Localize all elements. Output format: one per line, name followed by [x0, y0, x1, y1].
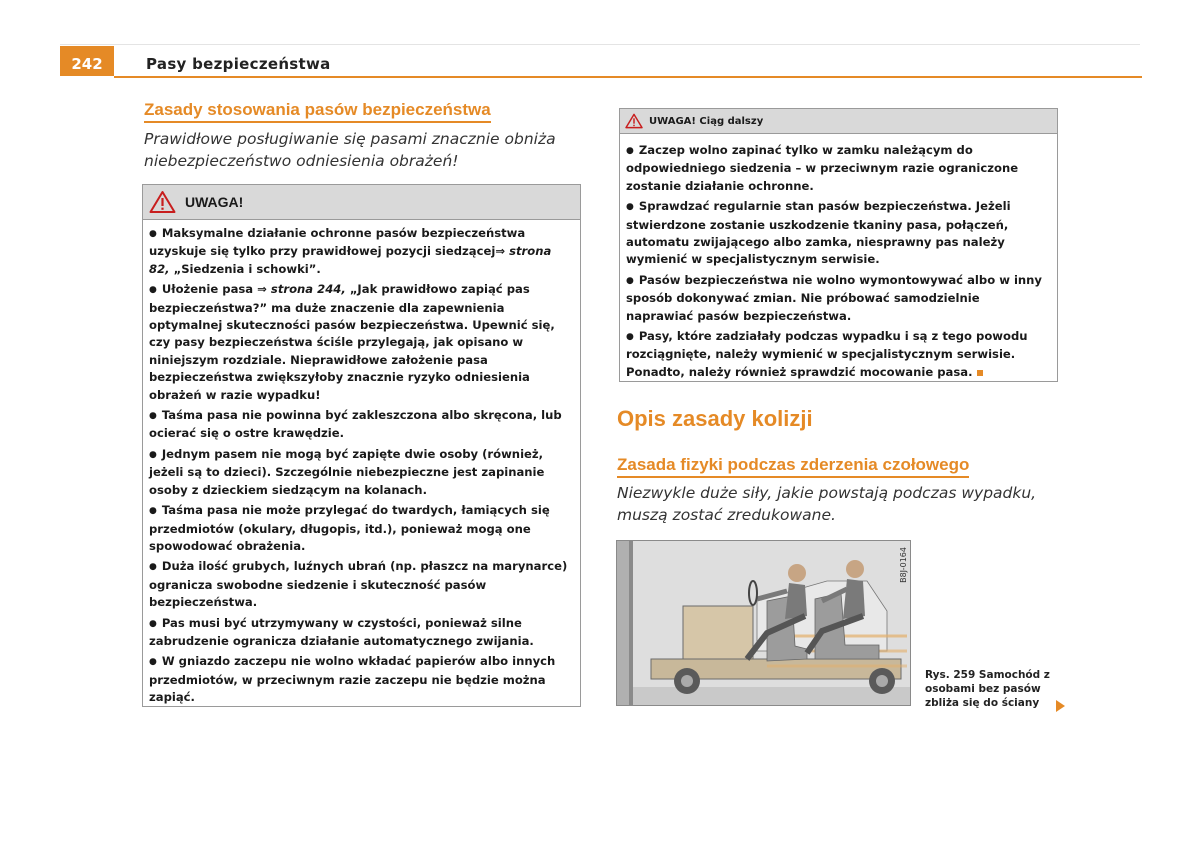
- warning-box: [142, 184, 581, 707]
- warning-item: ● Pas musi być utrzymywany w czystości, ponieważ silne zabrudzenie ogranicza działanie automatycznego zwijania.: [149, 615, 534, 648]
- warning-item: ● Taśma pasa nie powinna być zakleszczona albo skręcona, lub ocierać się o ostre krawędzie.: [149, 408, 562, 441]
- chapter-title: Opis zasady kolizji: [617, 406, 813, 431]
- warning-header: [143, 185, 580, 220]
- warning-item: ● Pasów bezpieczeństwa nie wolno wymontowywać albo w inny sposób dokonywać zmian. Nie próbować samodzielnie naprawiać pasów bezpieczeństwa.: [626, 272, 1042, 323]
- figure-caption: Rys. 259 Samochód z osobami bez pasów zbliża się do ściany: [925, 669, 1050, 709]
- warning-continued-header: [620, 109, 1057, 134]
- warning-body: [143, 220, 580, 707]
- warning-continued-box: [619, 108, 1058, 382]
- warning-item: ● Maksymalne działanie ochronne pasów bezpieczeństwa uzyskuje się tylko przy prawidłowej pozycji siedzącej⇒ strona 82, „Siedzenia i schowki”.: [149, 226, 552, 276]
- section-intro: Prawidłowe posługiwanie się pasami znacznie obniża niebezpieczeństwo odniesienia obrażeń!: [144, 130, 556, 170]
- page-number: 242: [60, 46, 114, 76]
- running-title: Pasy bezpieczeństwa: [146, 55, 331, 73]
- subsection-heading: Zasada fizyki podczas zderzenia czołowego: [617, 455, 969, 478]
- header-rule: [114, 76, 1142, 78]
- warning-continued-title: UWAGA! Ciąg dalszy: [649, 115, 764, 127]
- section-heading: Zasady stosowania pasów bezpieczeństwa: [144, 100, 491, 123]
- end-marker: [977, 370, 983, 376]
- subsection-intro: Niezwykle duże siły, jakie powstają podczas wypadku, muszą zostać zredukowane.: [617, 484, 1037, 524]
- warning-item: ● Pasy, które zadziałały podczas wypadku i są z tego powodu rozciągnięte, należy wymienić w specjalistycznym serwisie. Ponadto, należy również sprawdzić mocowanie pasa.: [626, 329, 1028, 379]
- warning-item: ● W gniazdo zaczepu nie wolno wkładać papierów albo innych przedmiotów, w przeciwnym razie zaczepu nie będzie można zapiąć.: [149, 654, 556, 705]
- warning-item: ● Jednym pasem nie mogą być zapięte dwie osoby (również, jeżeli są to dzieci). Szczególnie niebezpieczne jest zapinanie osoby z dzieckiem siedzącym na kolanach.: [149, 446, 545, 497]
- warning-item: ● Zaczep wolno zapinać tylko w zamku należącym do odpowiedniego siedzenia – w przeciwnym razie ograniczone zostanie działanie ochronne.: [626, 143, 1019, 193]
- crash-illustration: [616, 540, 911, 706]
- warning-continued-body: [620, 134, 1057, 381]
- warning-item: ● Duża ilość grubych, luźnych ubrań (np. płaszcz na marynarce) ogranicza swobodne siedzenie i skuteczność pasów bezpieczeństwa.: [149, 559, 568, 610]
- warning-item: ● Sprawdzać regularnie stan pasów bezpieczeństwa. Jeżeli stwierdzone zostanie uszkodzenie tkaniny pasa, połączeń, automatu zwijającego albo zamka, niesprawny pas należy wymienić w specjalistycznym serwisie.: [626, 199, 1011, 267]
- figure-code: B8J-0164: [899, 547, 908, 583]
- warning-triangle-icon: [625, 113, 643, 129]
- next-page-arrow-icon: [1056, 700, 1065, 712]
- warning-title: UWAGA!: [185, 194, 244, 210]
- warning-item: ● Taśma pasa nie może przylegać do twardych, łamiących się przedmiotów (okulary, długopis, itd.), ponieważ mogą one spowodować obrażenia.: [149, 503, 550, 553]
- car-occupants-drawing: [617, 541, 910, 705]
- top-hairline: [60, 44, 1140, 45]
- warning-item: ● Ułożenie pasa ⇒ strona 244, „Jak prawidłowo zapiąć pas bezpieczeństwa?” ma duże znaczenie dla zapewnienia optymalnej skuteczności pasów bezpieczeństwa. Upewnić się, czy pasy bezpieczeństwa ściśle przylegają, jak opisano w niniejszym rozdziale. Nieprawidłowe założenie pasa bezpieczeństwa zwiększyłoby znacznie ryzyko odniesienia obrażeń w razie wypadku!: [149, 282, 555, 402]
- warning-triangle-icon: [149, 190, 176, 214]
